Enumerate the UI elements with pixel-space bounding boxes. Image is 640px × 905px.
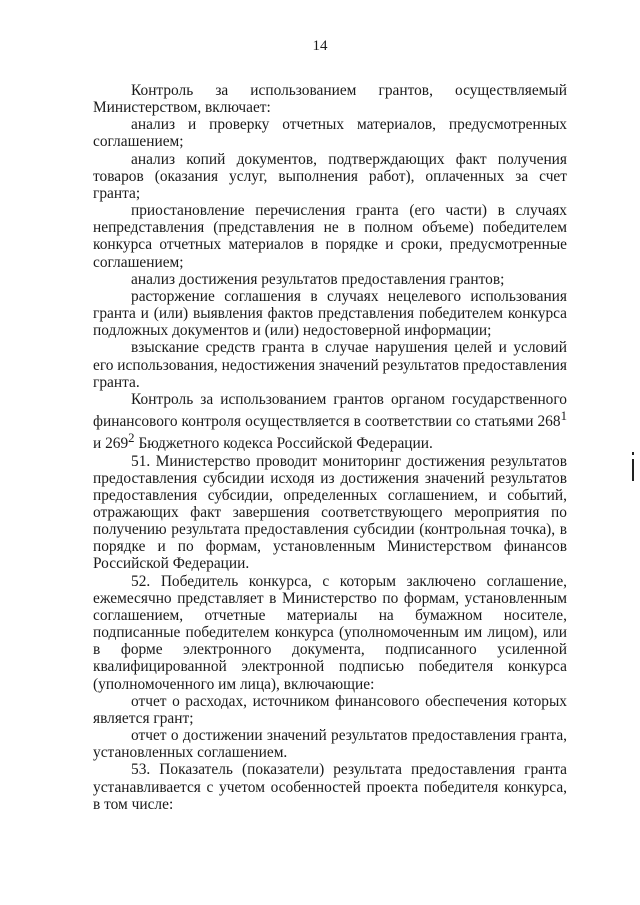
control-text-middle: и 269 (93, 435, 129, 453)
page-number: 14 (312, 38, 328, 54)
paragraph: приостановление перечисления гранта (его части) в случаях непредставления (представления не в полном объеме) победителем конкурса отчетных материалов в порядке и сроки, предусмотренные соглашением; (93, 202, 567, 271)
footnote-superscript: 1 (560, 408, 567, 423)
paragraph: взыскание средств гранта в случае нарушения целей и условий его использования, недостижения значений результатов предоставления гранта. (93, 339, 567, 391)
control-text-before: Контроль за использованием грантов органом государственного финансового контроля осуществляется в соответствии со статьями 268 (93, 390, 567, 431)
control-text-after: Бюджетного кодекса Российской Федерации. (134, 435, 433, 453)
document-body (93, 82, 567, 813)
item-53: 53. Показатель (показатели) результата предоставления гранта устанавливается с учетом особенностей проекта победителя конкурса, в том числе: (93, 761, 567, 813)
paragraph: анализ и проверку отчетных материалов, предусмотренных соглашением; (93, 116, 567, 151)
paragraph: анализ копий документов, подтверждающих факт получения товаров (оказания услуг, выполнения работ), оплаченных за счет гранта; (93, 150, 567, 202)
item-52: 52. Победитель конкурса, с которым заключено соглашение, ежемесячно представляет в Министерство по формам, установленным соглашением, отчетные материалы на бумажном носителе, подписанные победителем конкурса (уполномоченным им лицом), или в форме электронного документа, подписанного усиленной квалифицированной электронной подписью победителя конкурса (уполномоченного им лица), включающие: (93, 572, 567, 693)
list-item: отчет о расходах, источником финансового обеспечения которых является грант; (93, 692, 567, 727)
control-paragraph (93, 391, 567, 453)
item-51: 51. Министерство проводит мониторинг достижения результатов предоставления субсидии исходя из достижения значений результатов предоставления субсидии, определенных соглашением, и событий, отражающих факт завершения соответствующего мероприятия по получению результата предоставления субсидии (контрольная точка), в порядке и по формам, установленным Министерством финансов Российской Федерации. (93, 452, 567, 573)
margin-scan-mark (632, 452, 640, 488)
footnote-superscript: 2 (128, 431, 135, 446)
paragraph: Контроль за использованием грантов, осуществляемый Министерством, включает: (93, 82, 567, 117)
list-item: отчет о достижении значений результатов предоставления гранта, установленных соглашением. (93, 727, 567, 762)
paragraph: анализ достижения результатов предоставления грантов; (131, 270, 505, 288)
paragraph: расторжение соглашения в случаях нецелевого использования гранта и (или) выявления фактов представления победителем конкурса подложных документов и (или) недостоверной информации; (93, 287, 567, 340)
